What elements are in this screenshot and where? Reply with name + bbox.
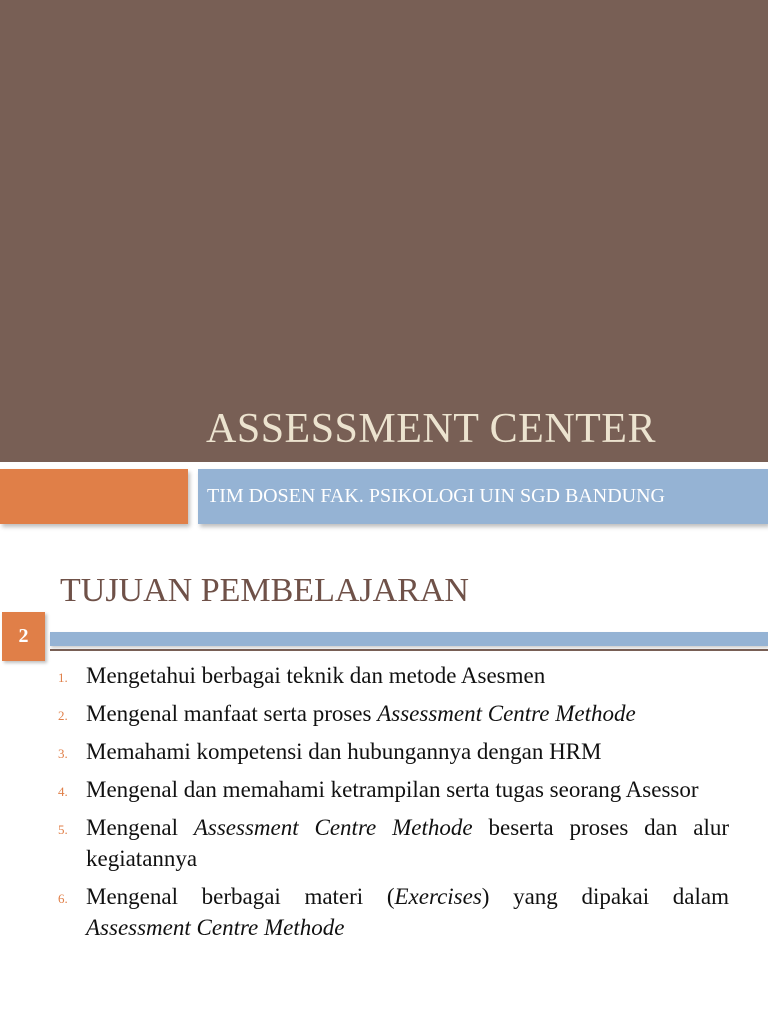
objective-text (86, 701, 636, 726)
objective-number: 1. (58, 670, 68, 685)
objective-item (58, 736, 729, 767)
objective-text-segment: Mengenal dan memahami ketrampilan serta tugas seorang Asessor (86, 777, 699, 802)
objectives-list (58, 660, 729, 950)
objective-text-italic: Assessment Centre Methode (86, 915, 345, 940)
title-slide-header-panel (0, 0, 768, 462)
objective-text-segment: beserta proses dan alur kegiatannya (86, 815, 729, 871)
objective-text-italic: Assessment Centre Methode (193, 815, 473, 840)
objective-item (58, 774, 729, 805)
objective-text (86, 884, 729, 940)
objective-item (58, 881, 729, 943)
objective-number: 2. (58, 708, 68, 723)
objective-text-segment: Mengenal (86, 815, 194, 840)
objective-text-segment: ) yang dipakai dalam (481, 884, 729, 909)
objectives-slide (0, 545, 768, 1024)
slide-number: 2 (18, 625, 29, 647)
presentation-title: ASSESSMENT CENTER (206, 406, 656, 452)
objective-text (86, 777, 699, 802)
objective-text-segment: Mengetahui berbagai teknik dan metode Asesmen (86, 663, 546, 688)
blue-divider-bar (50, 632, 768, 646)
slide-number-badge (2, 612, 45, 661)
objective-number: 6. (58, 891, 68, 906)
objective-text (86, 815, 729, 871)
objective-text-italic: Assessment Centre Methode (377, 701, 636, 726)
objective-text-segment: Memahami kompetensi dan hubungannya dengan HRM (86, 739, 602, 764)
orange-accent-block (0, 469, 188, 524)
objective-text-segment: Mengenal berbagai materi ( (86, 884, 395, 909)
objective-text-italic: Exercises (394, 884, 482, 909)
objective-item (58, 698, 729, 729)
objective-item (58, 812, 729, 874)
presentation-subtitle: TIM DOSEN FAK. PSIKOLOGI UIN SGD BANDUNG (207, 485, 665, 507)
objective-number: 5. (58, 822, 68, 837)
objective-number: 3. (58, 746, 68, 761)
objective-text (86, 739, 601, 764)
objective-item (58, 660, 729, 691)
objective-text (86, 663, 545, 688)
objective-number: 4. (58, 784, 68, 799)
slide-title: TUJUAN PEMBELAJARAN (60, 572, 469, 609)
objective-text-segment: Mengenal manfaat serta proses (86, 701, 378, 726)
brown-divider-line (50, 649, 768, 651)
